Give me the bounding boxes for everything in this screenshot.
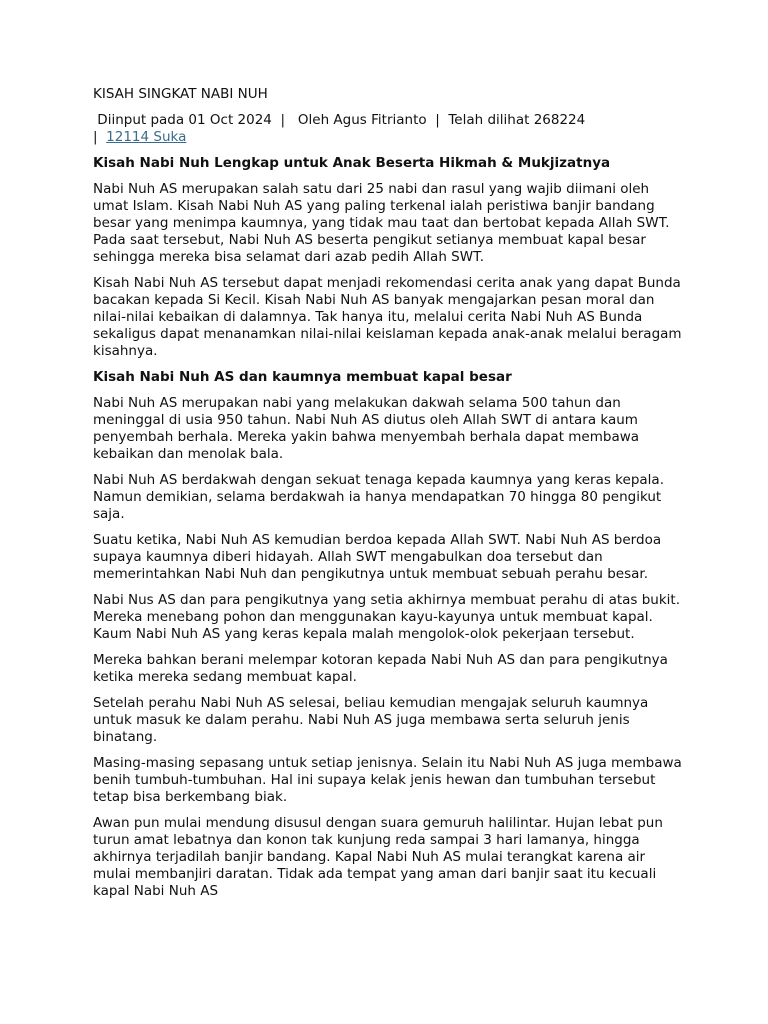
article-heading: Kisah Nabi Nuh Lengkap untuk Anak Beserta Hikmah & Mukjizatnya	[93, 155, 611, 171]
paragraph: Suatu ketika, Nabi Nuh AS kemudian berdoa kepada Allah SWT. Nabi Nuh AS berdoa supaya kaumnya diberi hidayah. Allah SWT mengabulkan doa tersebut dan memerintahkan Nabi Nuh dan pengikutnya untuk membuat sebuah perahu besar.	[93, 532, 662, 582]
likes-link[interactable]: 12114 Suka	[106, 129, 187, 145]
meta-separator: |	[93, 129, 107, 145]
paragraph: Kisah Nabi Nuh AS tersebut dapat menjadi rekomendasi cerita anak yang dapat Bunda bacakan kepada Si Kecil. Kisah Nabi Nuh AS banyak mengajarkan pesan moral dan nilai-nilai kebaikan di dalamnya. Tak hanya itu, melalui cerita Nabi Nuh AS Bunda sekaligus dapat menanamkan nilai-nilai keislaman kepada anak-anak melalui beragam kisahnya.	[93, 275, 682, 359]
paragraph: Nabi Nuh AS berdakwah dengan sekuat tenaga kepada kaumnya yang keras kepala. Namun demikian, selama berdakwah ia hanya mendapatkan 70 hingga 80 pengikut saja.	[93, 472, 664, 522]
paragraph: Nabi Nuh AS merupakan salah satu dari 25 nabi dan rasul yang wajib diimani oleh umat Islam. Kisah Nabi Nuh AS yang paling terkenal ialah peristiwa banjir bandang besar yang menimpa kaumnya, yang tidak mau taat dan bertobat kepada Allah SWT. Pada saat tersebut, Nabi Nuh AS beserta pengikut setianya membuat kapal besar sehingga mereka bisa selamat dari azab pedih Allah SWT.	[93, 181, 670, 265]
article-meta	[93, 112, 683, 146]
paragraph: Setelah perahu Nabi Nuh AS selesai, beliau kemudian mengajak seluruh kaumnya untuk masuk ke dalam perahu. Nabi Nuh AS juga membawa serta seluruh jenis binatang.	[93, 695, 649, 745]
paragraph: Nabi Nus AS dan para pengikutnya yang setia akhirnya membuat perahu di atas bukit. Mereka menebang pohon dan menggunakan kayu-kayunya untuk membuat kapal. Kaum Nabi Nuh AS yang keras kepala malah mengolok-olok pekerjaan tersebut.	[93, 592, 681, 642]
paragraph: Nabi Nuh AS merupakan nabi yang melakukan dakwah selama 500 tahun dan meninggal di usia 950 tahun. Nabi Nuh AS diutus oleh Allah SWT di antara kaum penyembah berhala. Mereka yakin bahwa menyembah berhala dapat membawa kebaikan dan menolak bala.	[93, 395, 640, 462]
meta-info: Diinput pada 01 Oct 2024 | Oleh Agus Fitrianto | Telah dilihat 268224	[93, 112, 586, 128]
paragraph: Awan pun mulai mendung disusul dengan suara gemuruh halilintar. Hujan lebat pun turun amat lebatnya dan konon tak kunjung reda sampai 3 hari lamanya, hingga akhirnya terjadilah banjir bandang. Kapal Nabi Nuh AS mulai terangkat karena air mulai membanjiri daratan. Tidak ada tempat yang aman dari banjir saat itu kecuali kapal Nabi Nuh AS	[93, 815, 663, 899]
paragraph: Masing-masing sepasang untuk setiap jenisnya. Selain itu Nabi Nuh AS juga membawa benih tumbuh-tumbuhan. Hal ini supaya kelak jenis hewan dan tumbuhan tersebut tetap bisa berkembang biak.	[93, 755, 682, 805]
section-heading: Kisah Nabi Nuh AS dan kaumnya membuat kapal besar	[93, 369, 512, 385]
document-title: KISAH SINGKAT NABI NUH	[93, 86, 268, 102]
document-page	[93, 86, 683, 909]
paragraph: Mereka bahkan berani melempar kotoran kepada Nabi Nuh AS dan para pengikutnya ketika mereka sedang membuat kapal.	[93, 652, 668, 685]
